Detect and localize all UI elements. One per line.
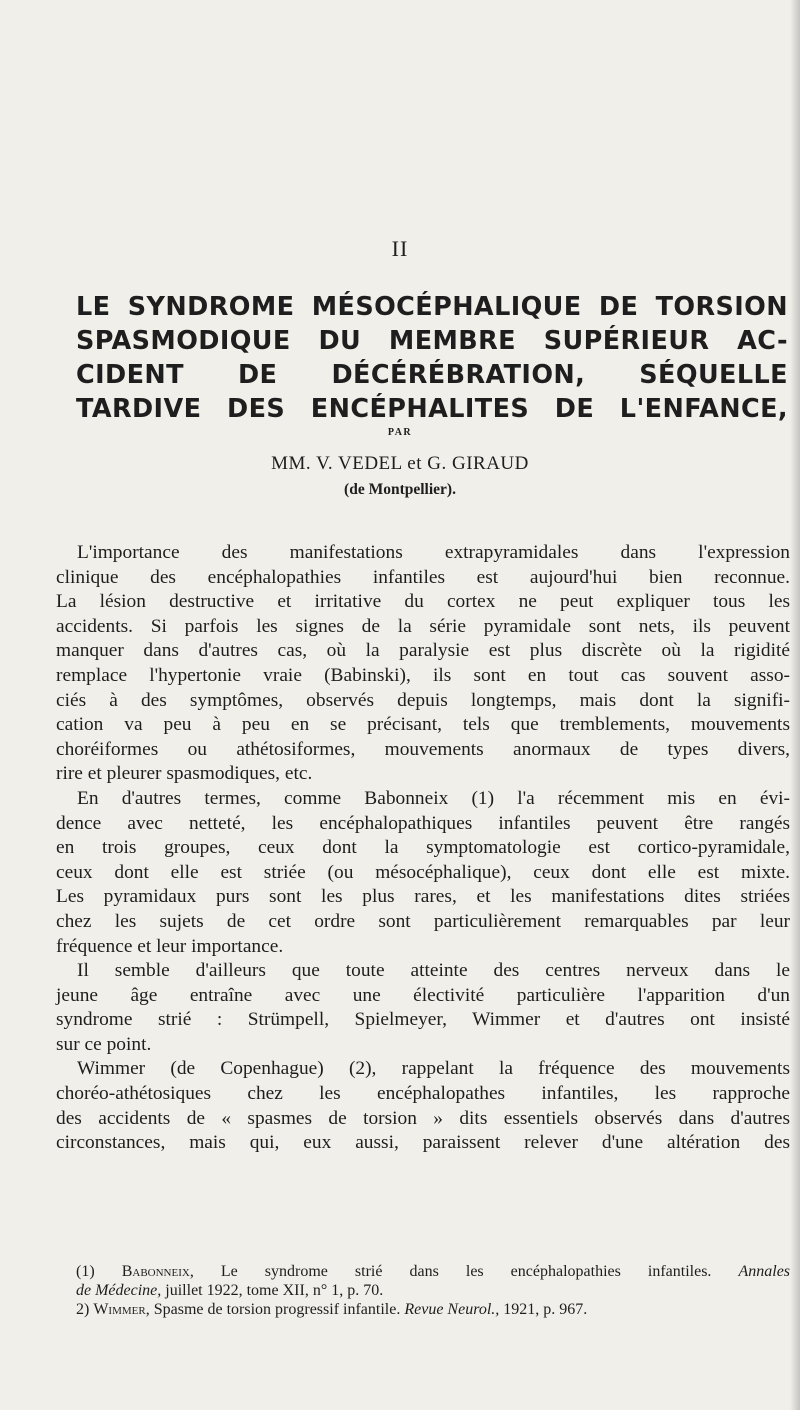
footnote-2-number: 2) [76, 1301, 90, 1318]
title-line-4: TARDIVE DES ENCÉPHALITES DE L'ENFANCE, [76, 394, 788, 424]
body-line: sur ce point. [56, 1033, 152, 1055]
body-line: Wimmer (de Copenhague) (2), rappelant la fréquence des mouvements [77, 1058, 790, 1080]
body-line: choréiformes ou athétosiformes, mouvements anormaux de types divers, [56, 738, 790, 760]
footnote-1-details: juillet 1922, tome XII, n° 1, p. 70. [165, 1282, 384, 1299]
affiliation: (de Montpellier). [344, 481, 456, 498]
body-line: des accidents de « spasmes de torsion » dits essentiels observés dans d'autres [56, 1107, 790, 1129]
footnote-2-line [76, 1300, 790, 1319]
footnote-2-author: Wimmer, [93, 1301, 150, 1318]
footnote-2-details: 1921, p. 967. [503, 1301, 588, 1318]
authors: MM. V. VEDEL et G. GIRAUD [271, 453, 529, 474]
footnote-1-author: Babonneix, [121, 1263, 194, 1280]
body-line: accidents. Si parfois les signes de la série pyramidale sont nets, ils peuvent [56, 615, 790, 637]
body-line: ciés à des symptômes, observés depuis longtemps, mais dont la signifi- [56, 689, 790, 711]
binding-shadow [790, 0, 800, 1410]
article-title [76, 290, 788, 426]
body-line: chez les sujets de cet ordre sont particulièrement remarquables par leur [56, 910, 790, 932]
footnotes [76, 1262, 790, 1319]
chapter-number: II [391, 236, 409, 261]
footnote-2-text: Spasme de torsion progressif infantile. [153, 1301, 401, 1318]
body-line: circonstances, mais qui, eux aussi, paraissent relever d'une altération des [56, 1132, 790, 1154]
footnote-1-journal: Annales [738, 1263, 791, 1280]
footnote-1-number: (1) [76, 1263, 95, 1280]
body-line: en trois groupes, ceux dont la symptomatologie est cortico-pyramidale, [56, 837, 790, 859]
title-line-3: CIDENT DE DÉCÉRÉBRATION, SÉQUELLE [76, 360, 788, 390]
body-line: Les pyramidaux purs sont les plus rares, et les manifestations dites striées [56, 886, 790, 908]
footnote-1-line-1 [76, 1262, 790, 1281]
article-body [56, 541, 790, 1156]
body-line: En d'autres termes, comme Babonneix (1) l'a récemment mis en évi- [77, 787, 790, 809]
footnote-1-line-2 [76, 1281, 790, 1300]
body-line: cation va peu à peu en se précisant, tels que tremblements, mouvements [56, 714, 790, 736]
body-line: fréquence et leur importance. [56, 935, 284, 957]
body-line: L'importance des manifestations extrapyramidales dans l'expression [77, 542, 790, 563]
body-line: remplace l'hypertonie vraie (Babinski), ils sont en tout cas souvent asso- [56, 664, 790, 686]
title-line-1: LE SYNDROME MÉSOCÉPHALIQUE DE TORSION [76, 292, 788, 322]
body-line: choréo-athétosiques chez les encéphalopathes infantiles, les rapproche [56, 1083, 790, 1105]
body-line: jeune âge entraîne avec une électivité particulière l'apparition d'un [56, 984, 790, 1006]
body-line: dence avec netteté, les encéphalopathiques infantiles peuvent être rangés [56, 812, 790, 834]
footnote-2-journal: Revue Neurol., [404, 1301, 500, 1318]
body-line: syndrome strié : Strümpell, Spielmeyer, Wimmer et d'autres ont insisté [56, 1009, 790, 1031]
title-line-2: SPASMODIQUE DU MEMBRE SUPÉRIEUR AC- [76, 326, 788, 356]
body-line: clinique des encéphalopathies infantiles est aujourd'hui bien reconnue. [56, 566, 790, 588]
footnote-1-journal-cont: de Médecine, [76, 1282, 162, 1299]
byline-par: PAR [387, 427, 413, 438]
footnote-1-text: Le syndrome strié dans les encéphalopathies infantiles. [220, 1263, 712, 1280]
body-line: La lésion destructive et irritative du cortex ne peut expliquer tous les [56, 591, 790, 613]
body-line: manquer dans d'autres cas, où la paralysie est plus discrète où la rigidité [56, 640, 790, 662]
body-line: Il semble d'ailleurs que toute atteinte des centres nerveux dans le [77, 960, 790, 982]
body-line: ceux dont elle est striée (ou mésocéphalique), ceux dont elle est mixte. [56, 861, 790, 883]
body-line: rire et pleurer spasmodiques, etc. [56, 763, 313, 785]
